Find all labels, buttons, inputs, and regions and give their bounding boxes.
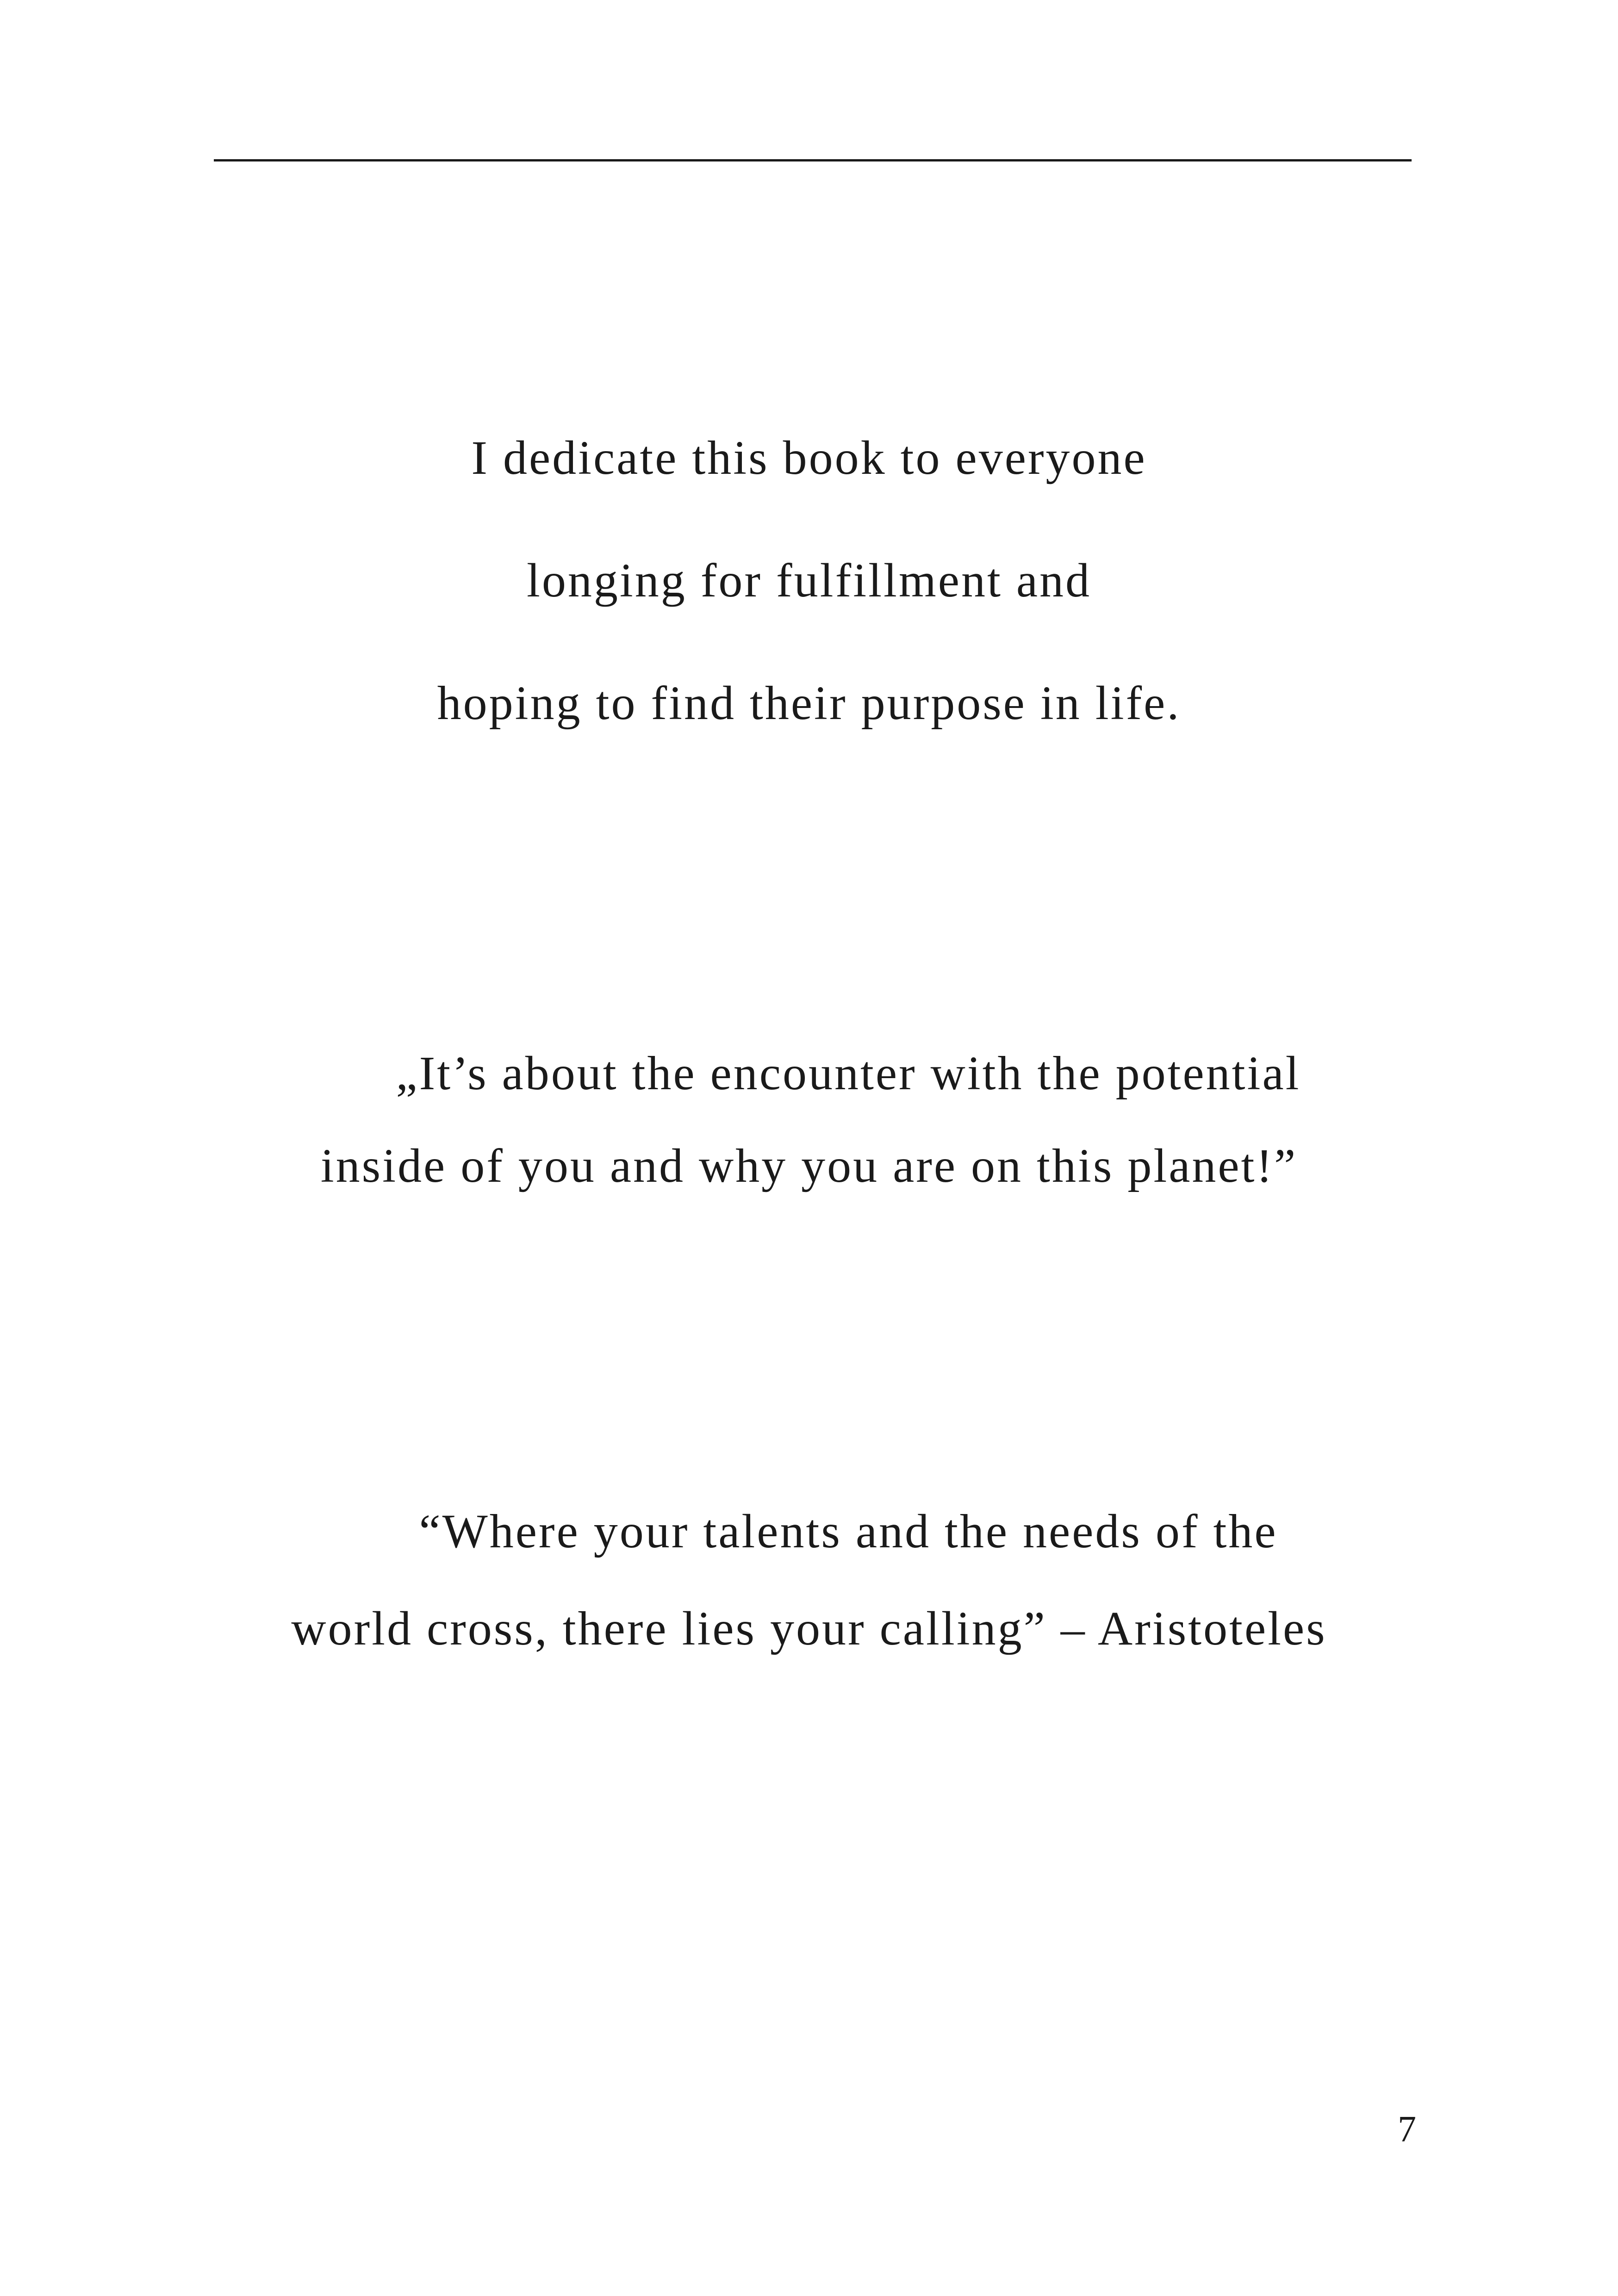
dedication-line-3: hoping to find their purpose in life. bbox=[437, 676, 1181, 730]
potential-quote bbox=[0, 1041, 1618, 1226]
aristoteles-quote bbox=[0, 1499, 1618, 1694]
top-horizontal-rule bbox=[214, 159, 1412, 161]
aristoteles-quote-line-1: “Where your talents and the needs of the bbox=[419, 1505, 1278, 1558]
dedication-line-2: longing for fulfillment and bbox=[526, 554, 1091, 607]
dedication-text bbox=[0, 426, 1618, 794]
potential-quote-line-2: inside of you and why you are on this planet!” bbox=[320, 1139, 1298, 1192]
dedication-line-1: I dedicate this book to everyone bbox=[471, 431, 1147, 484]
aristoteles-quote-line-2: world cross, there lies your calling” – Aristoteles bbox=[291, 1602, 1327, 1655]
potential-quote-line-1: „It’s about the encounter with the potential bbox=[396, 1047, 1301, 1100]
page-number: 7 bbox=[1398, 2109, 1416, 2150]
